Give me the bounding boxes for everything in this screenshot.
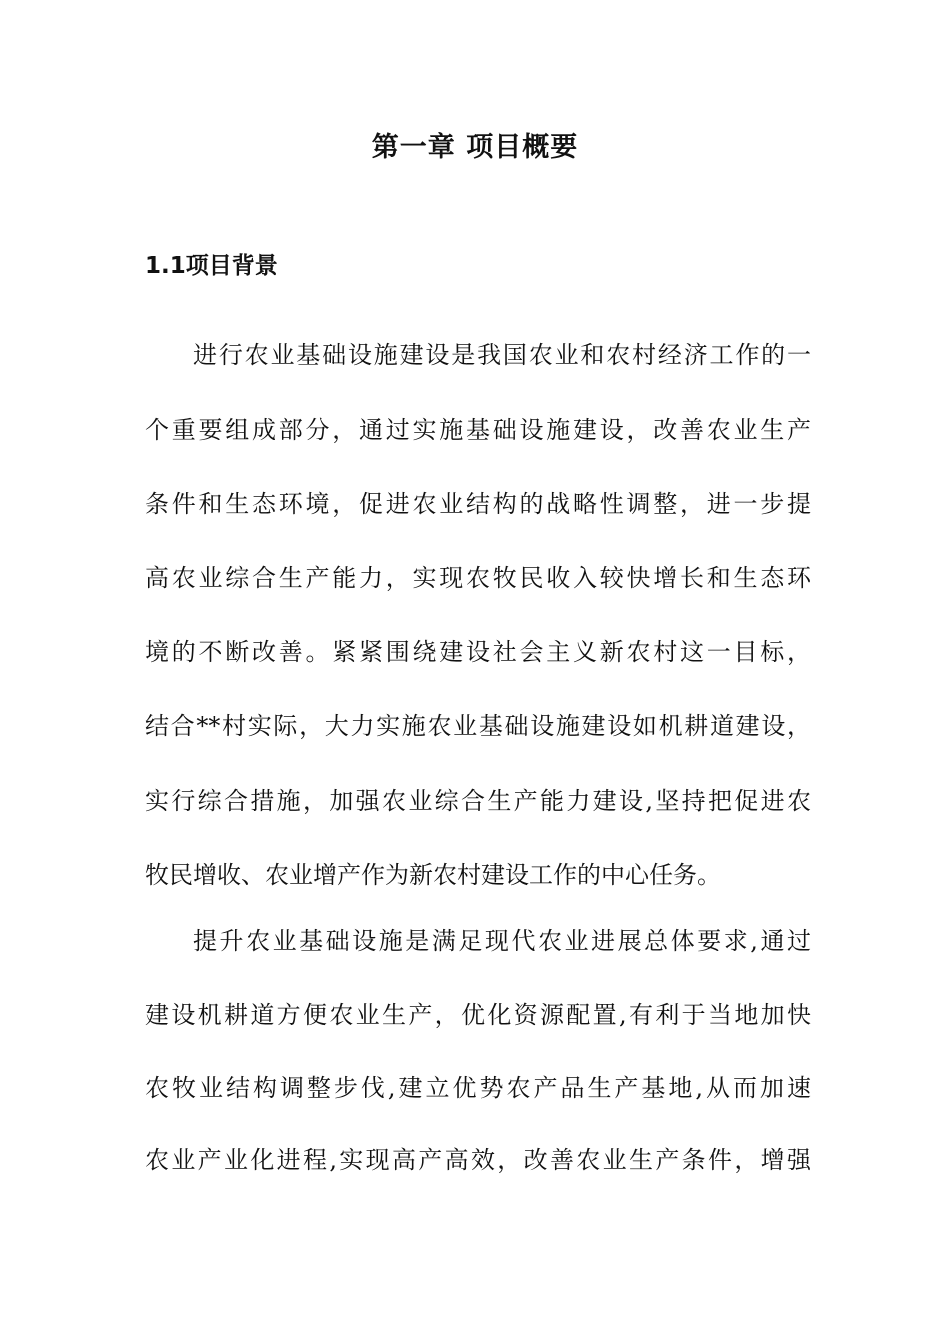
paragraph-1-line-3: 条件和生态环境，促进农业结构的战略性调整，进一步提 (145, 490, 811, 518)
paragraph-2-line-1: 提升农业基础设施是满足现代农业进展总体要求,通过 (193, 927, 811, 955)
paragraph-1-line-4: 高农业综合生产能力，实现农牧民收入较快增长和生态环 (145, 564, 811, 592)
paragraph-1-line-7: 实行综合措施，加强农业综合生产能力建设,坚持把促进农 (145, 787, 811, 815)
paragraph-1-line-6: 结合**村实际，大力实施农业基础设施建设如机耕道建设， (145, 712, 811, 740)
paragraph-1-line-8: 牧民增收、农业增产作为新农村建设工作的中心任务。 (145, 861, 721, 889)
paragraph-2-line-3: 农牧业结构调整步伐,建立优势农产品生产基地,从而加速 (145, 1074, 811, 1102)
section-title: 1.1项目背景 (145, 253, 278, 279)
chapter-title: 第一章 项目概要 (371, 132, 579, 163)
paragraph-1-line-1: 进行农业基础设施建设是我国农业和农村经济工作的一 (193, 341, 811, 369)
paragraph-2-line-4: 农业产业化进程,实现高产高效，改善农业生产条件，增强 (145, 1146, 811, 1174)
paragraph-2-line-2: 建设机耕道方便农业生产，优化资源配置,有利于当地加快 (145, 1001, 811, 1029)
paragraph-1-line-5: 境的不断改善。紧紧围绕建设社会主义新农村这一目标， (145, 638, 811, 666)
paragraph-1-line-2: 个重要组成部分，通过实施基础设施建设，改善农业生产 (145, 416, 811, 444)
